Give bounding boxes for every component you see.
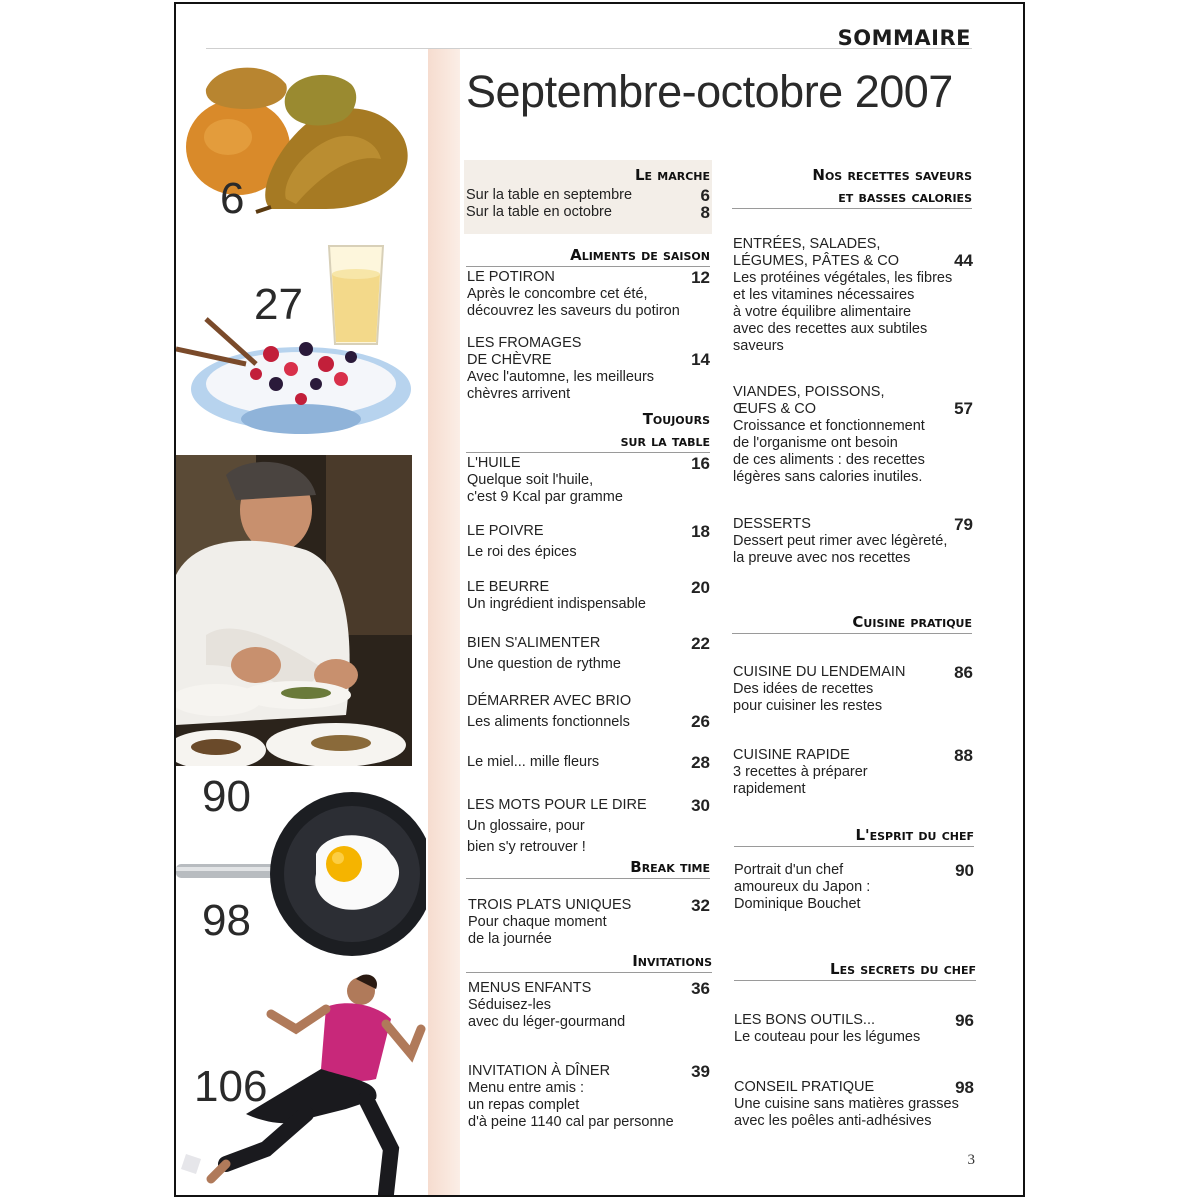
toc-entry[interactable] [734,1012,974,1046]
toc-entry-page: 18 [691,522,710,541]
toc-entry-page: 28 [691,753,710,772]
section-heading-pratique: Cuisine pratique [732,611,972,634]
toc-entry-title: LES MOTS POUR LE DIRE [467,797,647,813]
chef-plating-photo [176,455,412,766]
toc-entry-desc: un repas complet [468,1097,580,1113]
feature-page-number: 98 [202,896,251,945]
toc-entry[interactable] [467,521,710,563]
section-heading-saison: Aliments de saison [466,244,710,267]
toc-entry-page: 36 [691,979,710,998]
toc-entry-page: 6 [700,186,710,205]
toc-entry-desc: Séduisez-les [468,997,552,1013]
section-heading-line: Nos recettes saveurs [812,166,972,184]
toc-entry-title: CUISINE DU LENDEMAIN [733,664,906,680]
toc-entry-title: LES BONS OUTILS... [734,1012,876,1028]
toc-entry-title: ENTRÉES, SALADES, [733,236,881,252]
toc-entry-page: 98 [955,1078,974,1097]
section-heading-line: Toujours [642,410,710,428]
toc-entry-desc: Des idées de recettes [733,681,874,697]
section-heading-secrets: Les secrets du chef [734,958,976,981]
feature-page-number: 106 [194,1062,268,1111]
toc-entry[interactable] [467,795,710,858]
toc-entry-desc: avec du léger-gourmand [468,1014,626,1030]
toc-entry-page: 22 [691,634,710,653]
toc-entry-title: CUISINE RAPIDE [733,747,850,763]
toc-entry-title: VIANDES, POISSONS, [733,384,885,400]
toc-entry-page: 57 [954,399,973,418]
toc-entry-page: 96 [955,1011,974,1030]
toc-entry[interactable] [467,269,710,320]
toc-entry-title: INVITATION À DÎNER [468,1063,611,1079]
toc-entry[interactable] [734,862,974,913]
toc-entry-desc: la preuve avec nos recettes [733,550,911,566]
toc-entry[interactable] [733,747,973,798]
toc-entry-page: 88 [954,746,973,765]
toc-entry[interactable] [467,633,710,675]
toc-entry-desc: Une question de rythme [467,656,621,672]
section-heading-esprit: L'esprit du chef [734,824,974,847]
toc-entry-desc: découvrez les saveurs du potiron [467,303,680,319]
toc-entry[interactable] [467,455,710,506]
toc-entry-desc: Les aliments fonctionnels [467,714,630,730]
toc-entry[interactable] [466,204,710,221]
toc-entry-desc: Un ingrédient indispensable [467,596,646,612]
toc-entry-title: CONSEIL PRATIQUE [734,1079,875,1095]
toc-entry-title: BIEN S'ALIMENTER [467,635,601,651]
toc-entry-desc: Avec l'automne, les meilleurs [467,369,655,385]
section-heading-invitations: Invitations [466,950,712,973]
runner-image [176,969,426,1197]
feature-page-number: 6 [220,174,245,223]
page-number: 3 [967,1152,975,1168]
toc-entry-title: Portrait d'un chef [734,862,844,878]
toc-entry-title: DÉMARRER AVEC BRIO [467,693,632,709]
toc-entry-title: Sur la table en septembre [466,187,633,203]
toc-entry-title: LE POIVRE [467,523,544,539]
section-heading-line: sur la table [620,432,710,450]
toc-entry-desc: rapidement [733,781,806,797]
toc-entry-desc: légères sans calories inutiles. [733,469,923,485]
toc-entry-page: 39 [691,1062,710,1081]
toc-entry-desc: d'à peine 1140 cal par personne [468,1114,674,1130]
toc-entry-title: Sur la table en octobre [466,204,612,220]
toc-entry-title: LE POTIRON [467,269,555,285]
toc-entry[interactable] [468,897,710,948]
toc-entry-desc: Un glossaire, pour [467,818,585,834]
toc-entry[interactable] [467,579,710,613]
toc-entry-desc: 3 recettes à préparer [733,764,868,780]
toc-entry-desc: Dominique Bouchet [734,896,861,912]
toc-entry-desc: Le roi des épices [467,544,577,560]
toc-entry-title: TROIS PLATS UNIQUES [468,897,632,913]
toc-entry-desc: Les protéines végétales, les fibres [733,270,953,286]
toc-entry[interactable] [466,187,710,204]
decorative-stripe [428,48,460,1197]
toc-entry-desc: Pour chaque moment [468,914,607,930]
toc-entry[interactable] [467,691,710,733]
toc-entry-desc: Une cuisine sans matières grasses [734,1096,959,1112]
toc-entry-title: LE BEURRE [467,579,550,595]
fruit-yogurt-bowl-image [176,309,416,444]
toc-entry-desc: avec des recettes aux subtiles [733,321,928,337]
toc-entry-page: 30 [691,796,710,815]
feature-page-number: 90 [202,772,251,821]
magazine-page [174,2,1025,1197]
toc-entry-desc: de ces aliments : des recettes [733,452,925,468]
toc-entry-page: 79 [954,515,973,534]
toc-entry-desc: pour cuisiner les restes [733,698,883,714]
toc-entry[interactable] [467,754,710,771]
issue-title: Septembre-octobre 2007 [466,66,953,117]
toc-entry-page: 14 [691,350,710,369]
toc-entry-page: 16 [691,454,710,473]
toc-entry-desc: bien s'y retrouver ! [467,839,586,855]
section-heading-marche: Le marche [634,166,710,184]
toc-entry-desc: amoureux du Japon : [734,879,871,895]
toc-entry-desc: Dessert peut rimer avec légèreté, [733,533,948,549]
toc-entry-desc: de l'organisme ont besoin [733,435,898,451]
toc-entry-desc: avec les poêles anti-adhésives [734,1113,932,1129]
toc-entry[interactable] [468,1063,710,1131]
toc-entry[interactable] [467,335,710,403]
toc-entry-title: L'HUILE [467,455,521,471]
toc-entry-desc: Quelque soit l'huile, [467,472,594,488]
toc-entry[interactable] [733,516,973,567]
toc-entry[interactable] [468,980,710,1031]
toc-entry[interactable] [733,384,973,486]
toc-entry-desc: Croissance et fonctionnement [733,418,925,434]
section-heading-line: et basses calories [838,188,972,206]
toc-entry-page: 20 [691,578,710,597]
toc-entry-page: 26 [691,712,710,731]
toc-entry-desc: et les vitamines nécessaires [733,287,915,303]
toc-entry-title: ŒUFS & CO [733,401,816,417]
section-label-sommaire: SOMMAIRE [837,26,971,50]
toc-entry-desc: Menu entre amis : [468,1080,585,1096]
toc-entry-title: DESSERTS [733,516,811,532]
toc-entry-page: 8 [700,203,710,222]
toc-entry-title: MENUS ENFANTS [468,980,592,996]
toc-entry-desc: Après le concombre cet été, [467,286,648,302]
toc-entry-desc: c'est 9 Kcal par gramme [467,489,623,505]
toc-entry-desc: de la journée [468,931,552,947]
pears-image [176,59,416,219]
toc-entry-desc: Le couteau pour les légumes [734,1029,921,1045]
toc-entry-page: 12 [691,268,710,287]
feature-page-number: 27 [254,280,303,329]
toc-entry-desc: saveurs [733,338,784,354]
toc-entry-title: LÉGUMES, PÂTES & CO [733,253,899,269]
toc-entry-title: LES FROMAGES [467,335,582,351]
toc-entry-page: 90 [955,861,974,880]
toc-entry-page: 32 [691,896,710,915]
section-heading-break: Break time [466,856,710,879]
toc-entry-title: DE CHÈVRE [467,352,552,368]
toc-entry-title: Le miel... mille fleurs [467,754,600,770]
toc-entry[interactable] [733,236,973,355]
section-heading-recettes [732,164,972,209]
toc-entry[interactable] [733,664,973,715]
toc-entry-page: 86 [954,663,973,682]
section-heading-toujours [466,408,710,453]
toc-entry[interactable] [734,1079,974,1130]
toc-entry-desc: chèvres arrivent [467,386,571,402]
toc-entry-desc: à votre équilibre alimentaire [733,304,912,320]
toc-entry-page: 44 [954,251,973,270]
